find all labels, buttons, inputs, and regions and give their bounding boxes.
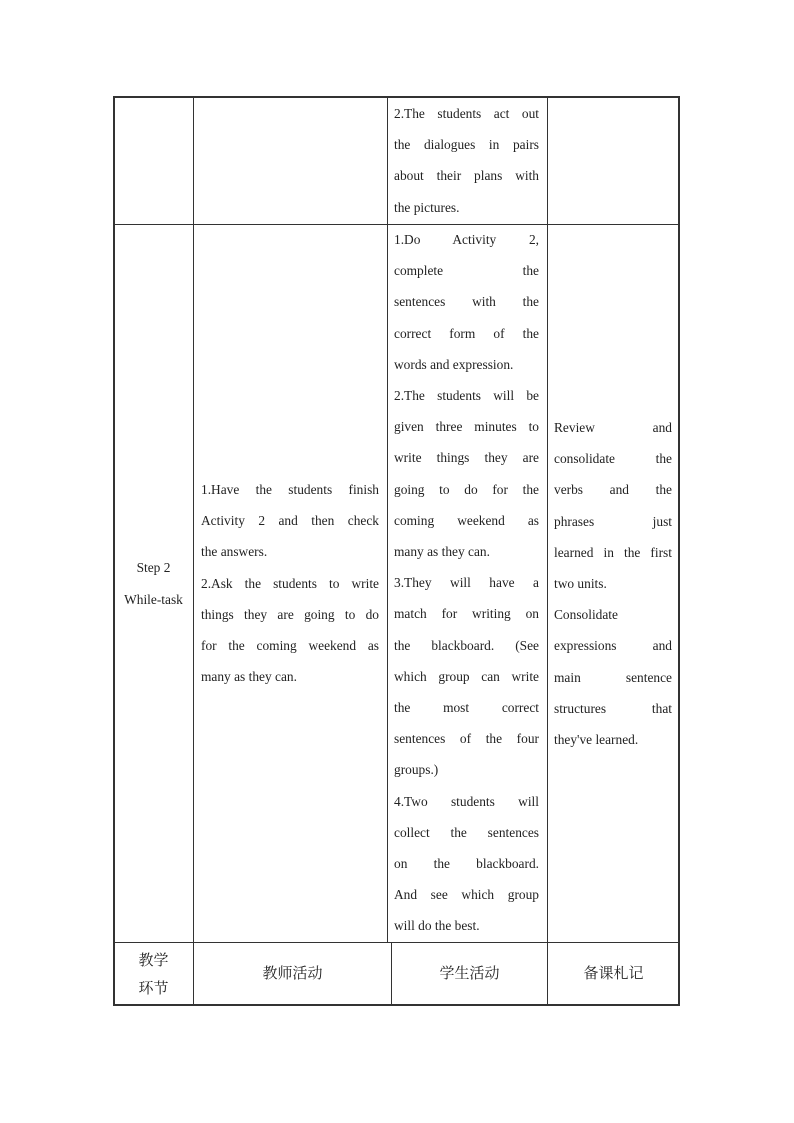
text-line: the pictures. [394, 199, 460, 215]
step-label: Step 2 [136, 560, 171, 576]
text-line: the blackboard. (See [394, 637, 539, 653]
text-line: 2.Ask the students to write [201, 575, 379, 591]
step-label-cell [114, 225, 193, 942]
text-line: phrases just [554, 513, 672, 529]
text-line: groups.) [394, 762, 439, 778]
text-line: for the coming weekend as [201, 638, 379, 654]
text-line: going to do for the [394, 481, 539, 497]
text-line: the dialogues in pairs [394, 137, 539, 153]
text-line: Consolidate [554, 607, 618, 623]
lesson-notes [554, 412, 672, 755]
text-line: match for writing on [394, 606, 539, 622]
text-line: about their plans with [394, 168, 539, 184]
col-divider-1 [193, 97, 194, 1006]
text-line: learned in the first [554, 544, 672, 560]
student-activity [394, 224, 539, 942]
text-line: on the blackboard. [394, 856, 539, 872]
text-line: consolidate the [554, 451, 672, 467]
header-stage-line2: 环节 [138, 979, 169, 997]
text-line: collect the sentences [394, 824, 539, 840]
text-line: correct form of the [394, 325, 539, 341]
text-line: verbs and the [554, 482, 672, 498]
text-line: 1.Do Activity 2, [394, 232, 539, 247]
text-line: sentences with the [394, 294, 539, 310]
text-line: will do the best. [394, 918, 480, 934]
text-line: 3.They will have a [394, 575, 539, 591]
text-line: And see which group [394, 887, 539, 903]
top-row-student-activity [394, 98, 539, 223]
text-line: 1.Have the students finish [201, 482, 379, 497]
text-line: Activity 2 and then check [201, 513, 379, 529]
text-line: many as they can. [201, 669, 297, 685]
col-divider-3 [547, 97, 548, 1006]
text-line: 2.The students will be [394, 388, 539, 404]
step-phase-label: While-task [124, 591, 183, 607]
text-line: two units. [554, 576, 607, 592]
text-line: complete the [394, 263, 539, 279]
text-line: the most correct [394, 700, 539, 716]
text-line: coming weekend as [394, 512, 539, 528]
text-line: 4.Two students will [394, 793, 539, 809]
text-line: expressions and [554, 638, 672, 654]
text-line: they've learned. [554, 732, 639, 748]
text-line: many as they can. [394, 544, 490, 560]
text-line: sentences of the four [394, 731, 539, 747]
teacher-activity [201, 474, 379, 692]
header-stage [114, 943, 193, 1005]
text-line: things they are going to do [201, 606, 379, 622]
text-line: 2.The students act out [394, 106, 539, 121]
text-line: words and expression. [394, 356, 514, 372]
header-teacher-activity: 教师活动 [262, 964, 323, 983]
header-lesson-notes: 备课札记 [583, 964, 644, 983]
text-line: given three minutes to [394, 419, 539, 435]
text-line: which group can write [394, 668, 539, 684]
header-stage-line1: 教学 [138, 951, 169, 969]
text-line: the answers. [201, 544, 268, 560]
text-line: write things they are [394, 450, 539, 466]
text-line: structures that [554, 700, 672, 716]
text-line: main sentence [554, 669, 672, 685]
header-student-activity: 学生活动 [439, 964, 500, 983]
text-line: Review and [554, 420, 672, 435]
